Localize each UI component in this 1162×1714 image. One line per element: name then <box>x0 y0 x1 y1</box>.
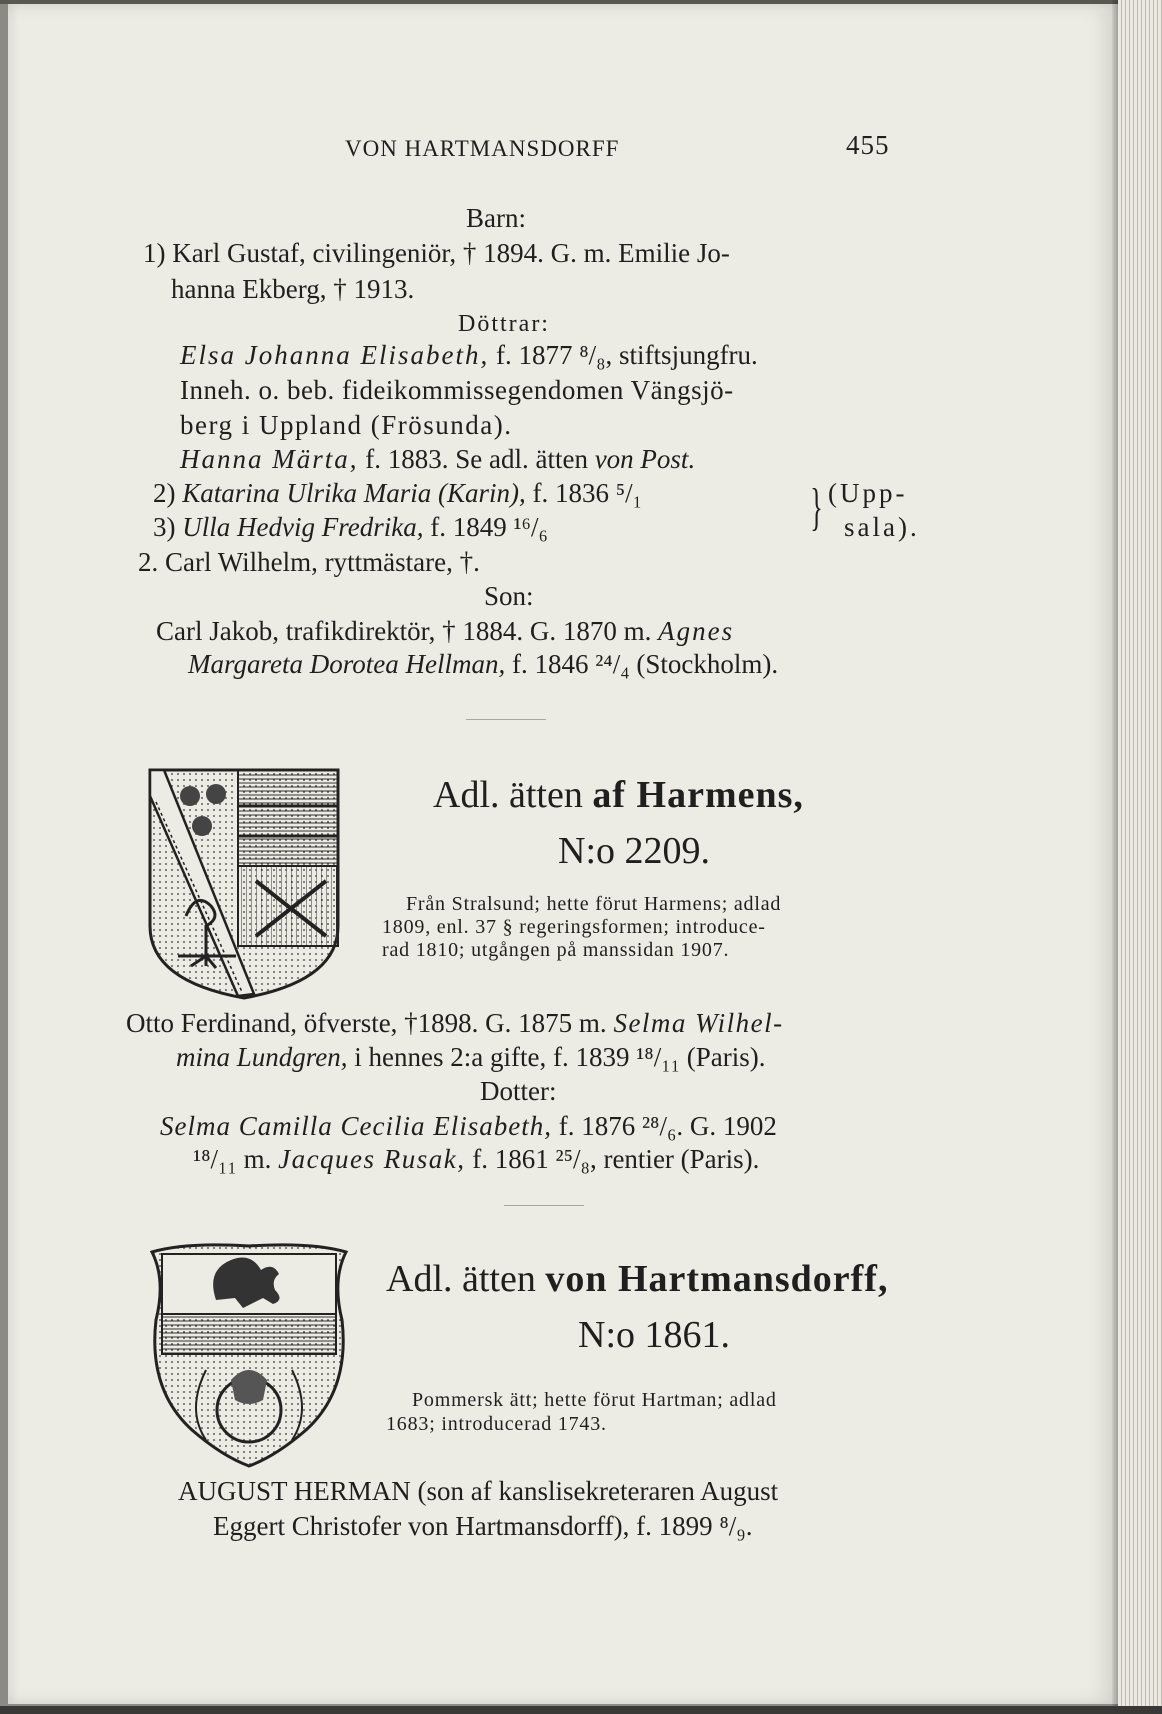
family-title: Adl. ätten af Harmens, <box>433 774 804 816</box>
divider <box>466 719 546 720</box>
book-page <box>8 4 1118 1704</box>
entry-line: 1) Karl Gustaf, civilingeniör, † 1894. G. m. Emilie Jo- <box>143 238 730 268</box>
family-note: 1809, enl. 37 § regeringsformen; introduce- <box>382 916 766 938</box>
person-name: Katarina Ulrika Maria (Karin), <box>182 478 526 508</box>
person-name: Ulla Hedvig Fredrika, <box>182 512 424 542</box>
entry-line: Inneh. o. beb. fideikommissegendomen Vängsjö- <box>180 375 734 405</box>
entry-line: Selma Camilla Cecilia Elisabeth, f. 1876 ²⁸/₆. G. 1902 <box>160 1111 777 1141</box>
entry-line: hanna Ekberg, † 1913. <box>171 274 415 304</box>
family-note: 1683; introducerad 1743. <box>386 1413 607 1435</box>
barn-heading: Barn: <box>466 203 526 233</box>
entry-line: Carl Jakob, trafikdirektör, † 1884. G. 1870 m. Agnes <box>156 616 735 646</box>
family-title: Adl. ätten von Hartmansdorff, <box>386 1258 889 1300</box>
entry-line: Margareta Dorotea Hellman, f. 1846 ²⁴/₄ (Stockholm). <box>188 649 779 679</box>
person-name: Margareta Dorotea Hellman, <box>188 649 506 679</box>
son-heading: Son: <box>484 581 534 611</box>
person-name: Selma Camilla Cecilia Elisabeth, <box>160 1111 552 1141</box>
running-title: VON HARTMANSDORFF <box>345 136 620 161</box>
page-bottom-edge <box>0 1706 1162 1714</box>
family-note: rad 1810; utgången på manssidan 1907. <box>382 939 730 961</box>
page-number: 455 <box>846 130 890 160</box>
brace: } <box>810 479 823 536</box>
entry-line: mina Lundgren, i hennes 2:a gifte, f. 1839 ¹⁸/₁₁ (Paris). <box>176 1042 766 1072</box>
entry-line: 2) Katarina Ulrika Maria (Karin), f. 1836 ⁵/₁ <box>153 478 643 508</box>
family-note: Från Stralsund; hette förut Harmens; adlad <box>406 893 782 915</box>
dottrar-heading: Döttrar: <box>458 311 550 337</box>
entry-line: Eggert Christofer von Hartmansdorff), f. 1899 ⁸/₉. <box>213 1511 753 1541</box>
page-stack-edge <box>1118 0 1162 1714</box>
person-name: mina Lundgren, <box>176 1042 348 1072</box>
family-note: Pommersk ätt; hette förut Hartman; adlad <box>412 1389 777 1411</box>
entry-line: 2. Carl Wilhelm, ryttmästare, †. <box>138 547 480 577</box>
person-name: Hanna Märta, <box>180 444 359 474</box>
coat-of-arms-harmens <box>146 766 342 1002</box>
person-name: Elsa Johanna Elisabeth, <box>180 340 490 370</box>
place-note: (Upp- <box>828 478 908 508</box>
family-number: N:o 2209. <box>558 830 710 872</box>
entry-line: AUGUST HERMAN (son af kanslisekreteraren August <box>178 1476 779 1506</box>
place-note: sala). <box>844 512 920 542</box>
entry-line: ¹⁸/₁₁ m. Jacques Rusak, f. 1861 ²⁵/₈, rentier (Paris). <box>193 1144 760 1174</box>
coat-of-arms-hartmansdorff <box>146 1240 352 1470</box>
entry-line: Elsa Johanna Elisabeth, f. 1877 ⁸/₈, stiftsjungfru. <box>180 340 758 370</box>
family-number: N:o 1861. <box>578 1314 730 1356</box>
person-name: Agnes <box>658 616 735 646</box>
entry-line: berg i Uppland (Frösunda). <box>180 410 513 440</box>
dotter-heading: Dotter: <box>480 1076 557 1106</box>
entry-line: 3) Ulla Hedvig Fredrika, f. 1849 ¹⁶/₆ <box>153 512 548 542</box>
person-name: Jacques Rusak, <box>278 1144 466 1174</box>
divider <box>504 1205 584 1206</box>
person-name: Selma Wilhel- <box>613 1008 784 1038</box>
entry-line: Otto Ferdinand, öfverste, †1898. G. 1875 m. Selma Wilhel- <box>126 1008 784 1038</box>
entry-line: Hanna Märta, f. 1883. Se adl. ätten von Post. <box>180 444 696 474</box>
